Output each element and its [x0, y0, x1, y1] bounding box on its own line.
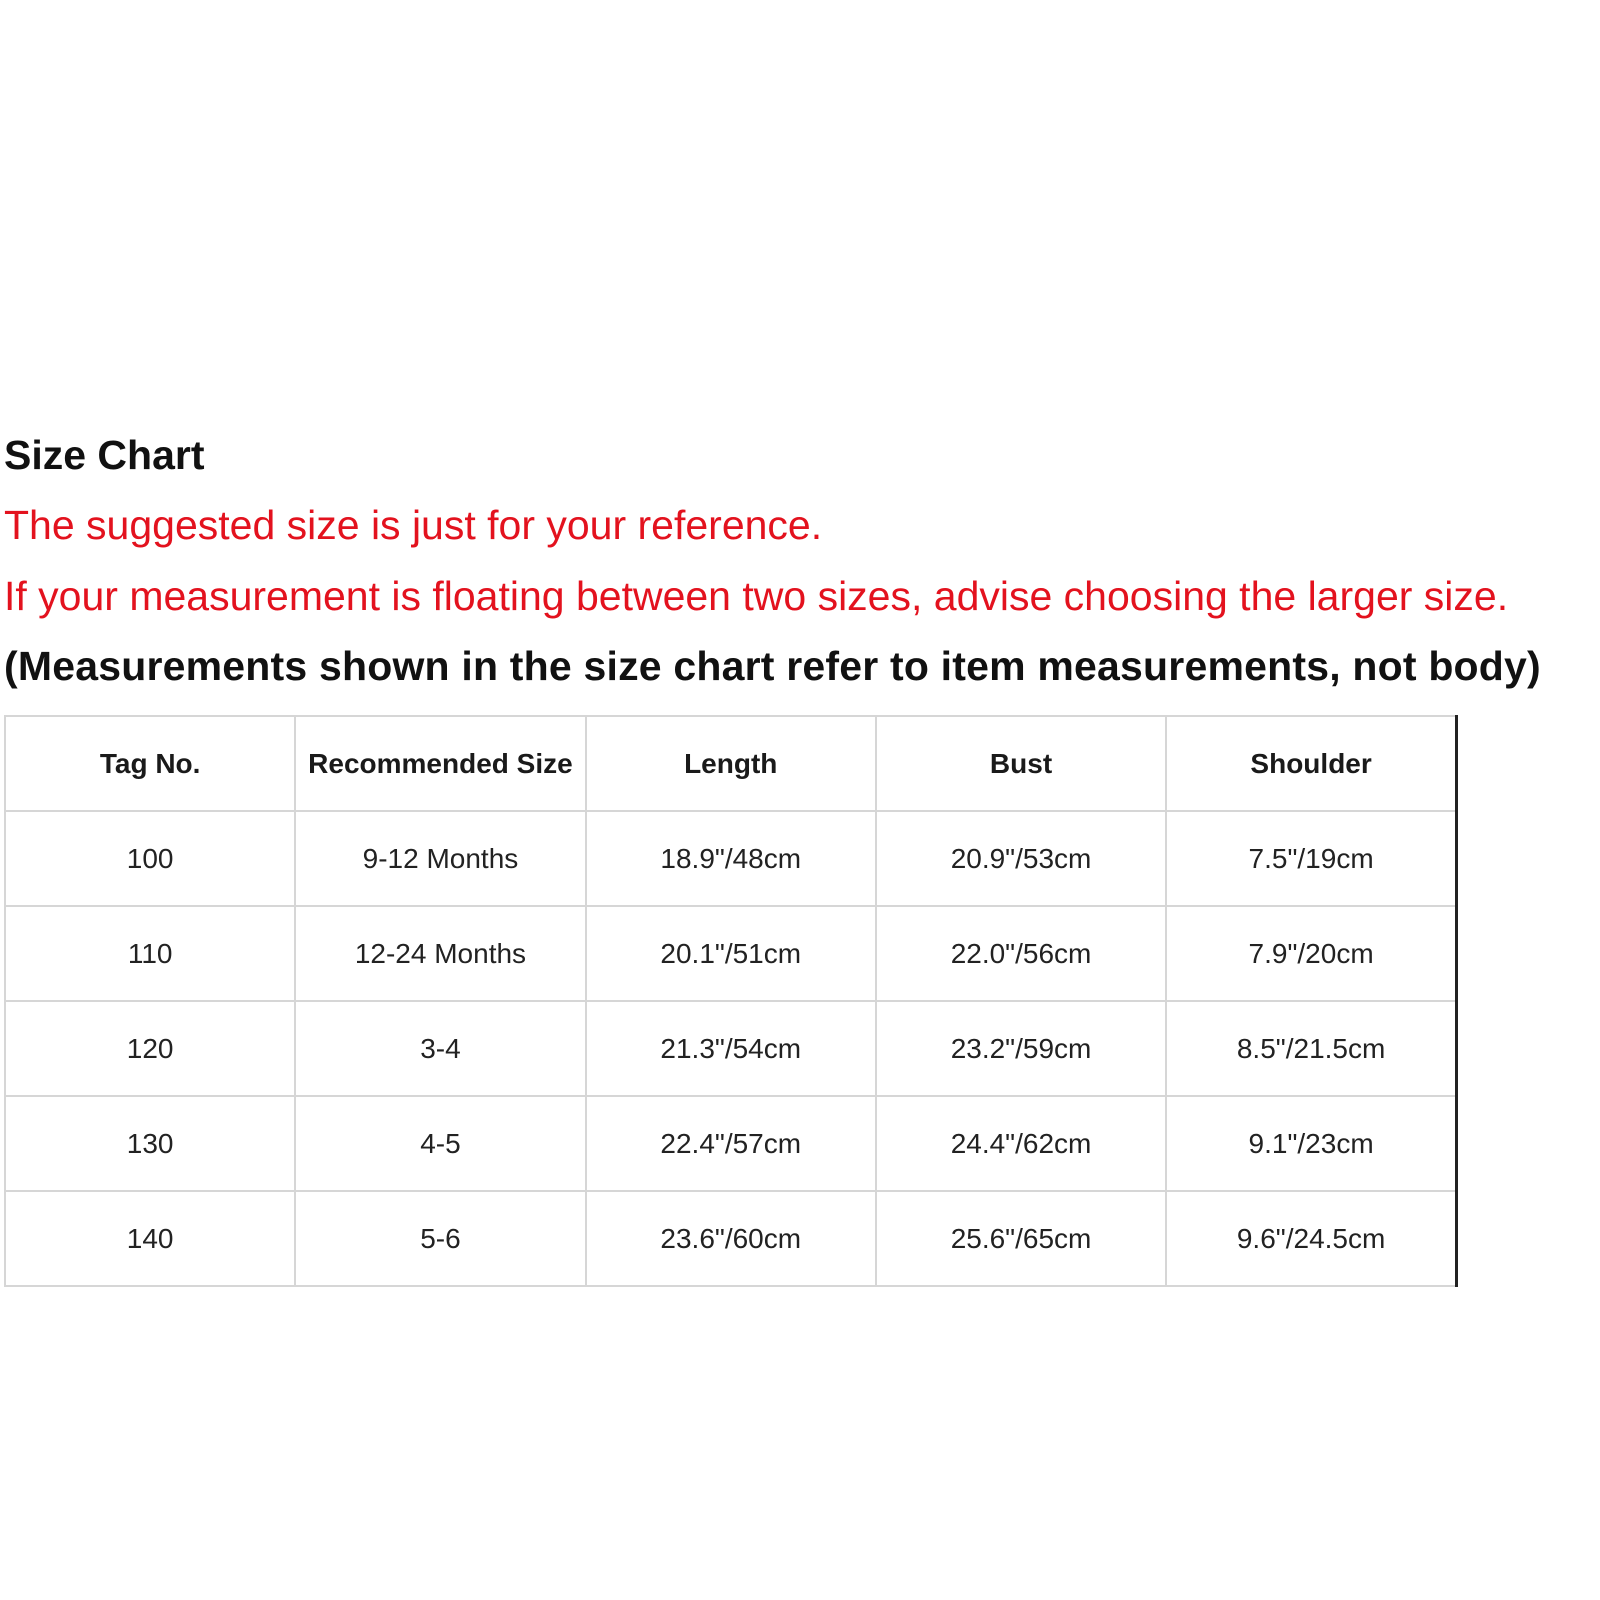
table-row: [5, 811, 1457, 906]
cell-shoulder: 7.9"/20cm: [1166, 906, 1456, 1001]
cell-recommended-size: 3-4: [295, 1001, 585, 1096]
cell-recommended-size: 4-5: [295, 1096, 585, 1191]
size-table: [4, 715, 1458, 1287]
cell-length: 18.9"/48cm: [586, 811, 876, 906]
sizing-advice-note: If your measurement is floating between two sizes, advise choosing the larger size.: [4, 573, 1509, 619]
cell-bust: 24.4"/62cm: [876, 1096, 1166, 1191]
cell-length: 21.3"/54cm: [586, 1001, 876, 1096]
cell-tag-no: 120: [5, 1001, 295, 1096]
header-length: Length: [586, 716, 876, 811]
cell-bust: 22.0"/56cm: [876, 906, 1166, 1001]
header-bust: Bust: [876, 716, 1166, 811]
cell-shoulder: 7.5"/19cm: [1166, 811, 1456, 906]
cell-recommended-size: 12-24 Months: [295, 906, 585, 1001]
cell-tag-no: 110: [5, 906, 295, 1001]
measurement-disclaimer: (Measurements shown in the size chart refer to item measurements, not body): [4, 643, 1541, 689]
header-shoulder: Shoulder: [1166, 716, 1456, 811]
cell-bust: 25.6"/65cm: [876, 1191, 1166, 1286]
cell-shoulder: 9.1"/23cm: [1166, 1096, 1456, 1191]
header-tag-no: Tag No.: [5, 716, 295, 811]
size-chart-title: Size Chart: [4, 432, 205, 478]
cell-tag-no: 140: [5, 1191, 295, 1286]
header-recommended-size: Recommended Size: [295, 716, 585, 811]
reference-note: The suggested size is just for your reference.: [4, 502, 823, 548]
table-row: [5, 1096, 1457, 1191]
cell-tag-no: 100: [5, 811, 295, 906]
cell-bust: 23.2"/59cm: [876, 1001, 1166, 1096]
cell-shoulder: 9.6"/24.5cm: [1166, 1191, 1456, 1286]
cell-recommended-size: 9-12 Months: [295, 811, 585, 906]
cell-shoulder: 8.5"/21.5cm: [1166, 1001, 1456, 1096]
cell-recommended-size: 5-6: [295, 1191, 585, 1286]
table-row: [5, 1191, 1457, 1286]
table-header-row: [5, 716, 1457, 811]
cell-length: 23.6"/60cm: [586, 1191, 876, 1286]
cell-bust: 20.9"/53cm: [876, 811, 1166, 906]
cell-length: 22.4"/57cm: [586, 1096, 876, 1191]
cell-length: 20.1"/51cm: [586, 906, 876, 1001]
table-row: [5, 906, 1457, 1001]
cell-tag-no: 130: [5, 1096, 295, 1191]
table-row: [5, 1001, 1457, 1096]
